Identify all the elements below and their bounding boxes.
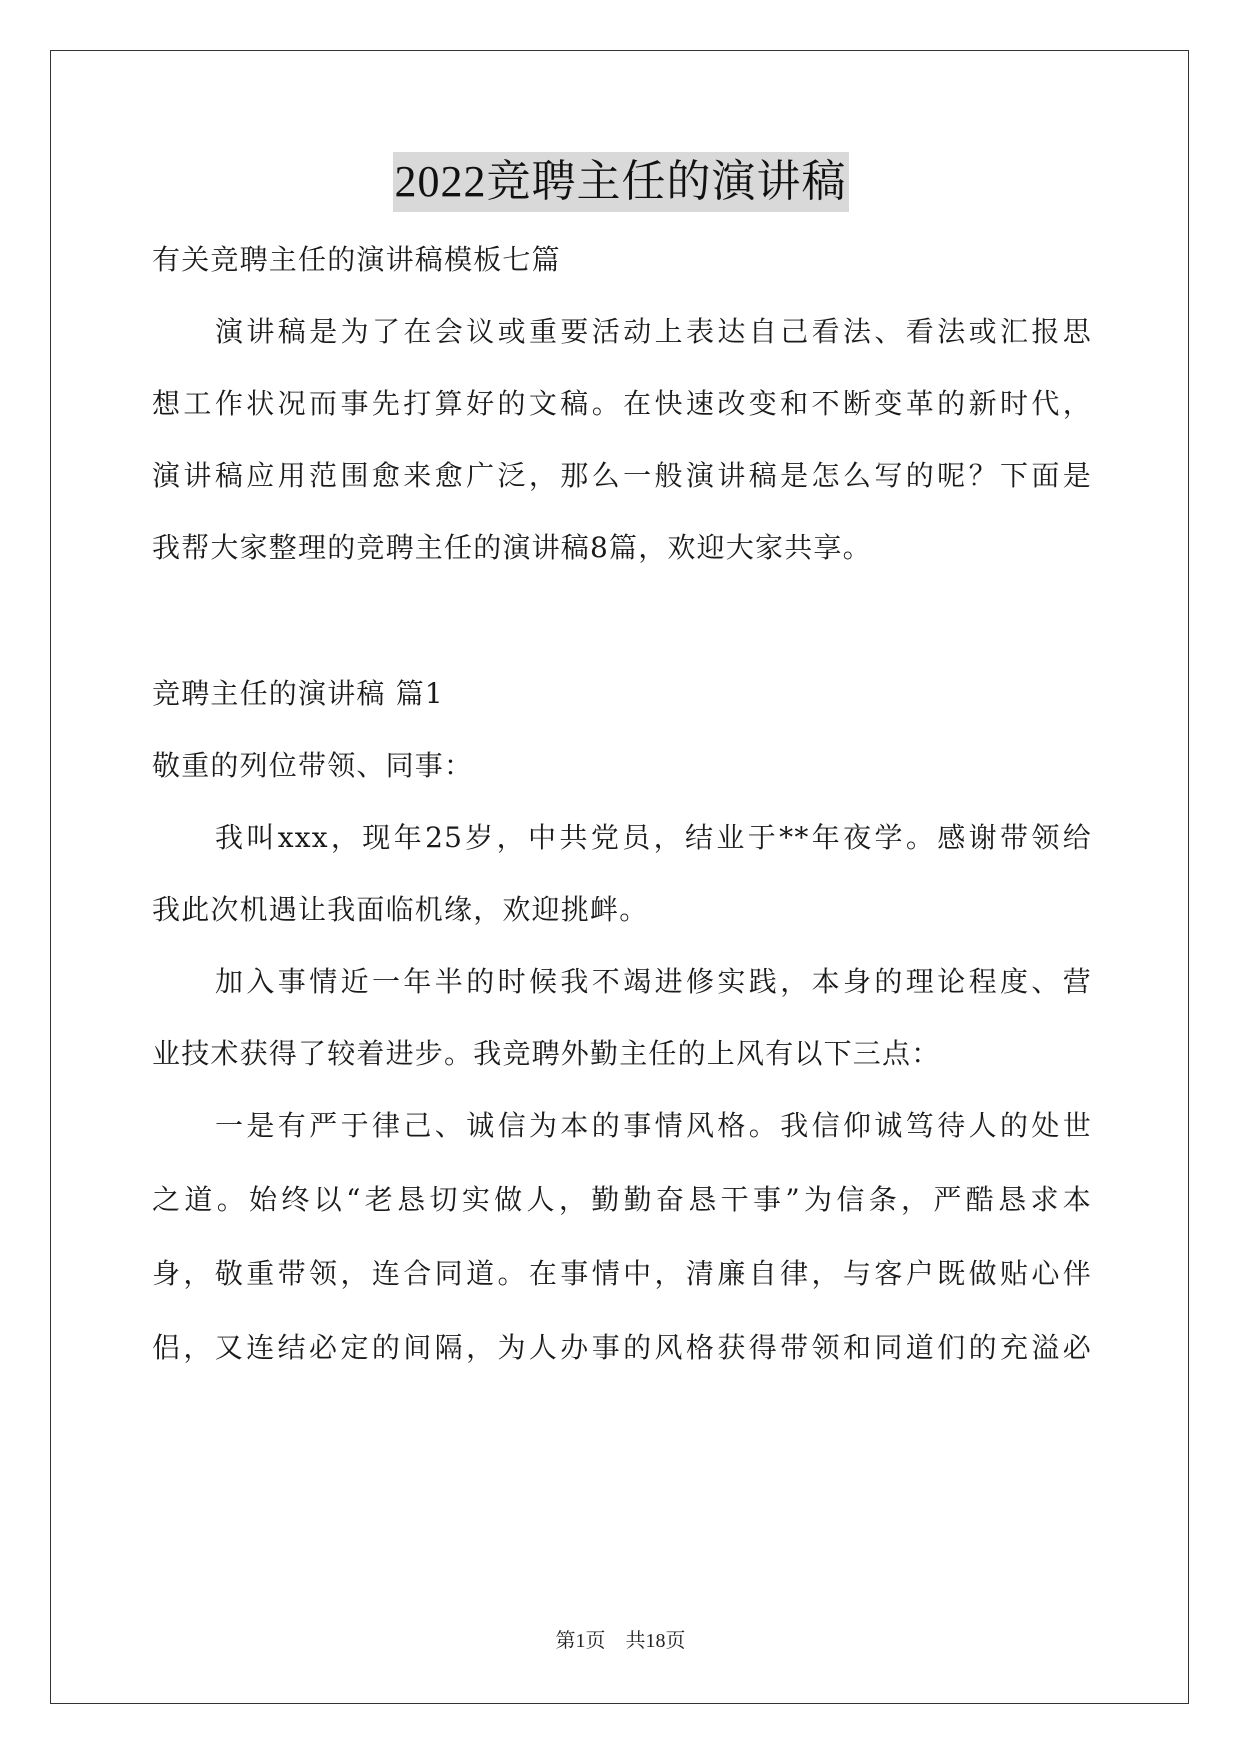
document-title: 2022竞聘主任的演讲稿 — [393, 152, 849, 212]
title-container — [0, 152, 1241, 212]
paragraph-line: 加入事情近一年半的时候我不竭进修实践，本身的理论程度、营 — [215, 965, 1092, 998]
section-heading: 竞聘主任的演讲稿 篇1 — [152, 677, 444, 710]
paragraph-line: 我此次机遇让我面临机缘，欢迎挑衅。 — [152, 893, 649, 926]
paragraph-line: 我叫xxx，现年25岁，中共党员，结业于**年夜学。感谢带领给 — [215, 821, 1092, 854]
paragraph-line: 身，敬重带领，连合同道。在事情中，清廉自律，与客户既做贴心伴 — [152, 1257, 1092, 1290]
page-footer: 第1页 共18页 — [555, 1630, 686, 1652]
paragraph-line: 演讲稿是为了在会议或重要活动上表达自己看法、看法或汇报思 — [215, 315, 1092, 348]
paragraph-line: 业技术获得了较着进步。我竞聘外勤主任的上风有以下三点： — [152, 1037, 941, 1070]
paragraph-line: 侣，又连结必定的间隔，为人办事的风格获得带领和同道们的充溢必 — [152, 1331, 1092, 1364]
paragraph-line: 一是有严于律己、诚信为本的事情风格。我信仰诚笃待人的处世 — [215, 1109, 1092, 1142]
paragraph-line: 我帮大家整理的竞聘主任的演讲稿8篇，欢迎大家共享。 — [152, 531, 872, 564]
page-border — [50, 50, 1189, 1704]
paragraph-line: 演讲稿应用范围愈来愈广泛，那么一般演讲稿是怎么写的呢？下面是 — [152, 459, 1092, 492]
paragraph-line: 之道。始终以“老恳切实做人，勤勤奋恳干事”为信条，严酷恳求本 — [152, 1183, 1092, 1216]
subtitle-line: 有关竞聘主任的演讲稿模板七篇 — [152, 243, 561, 276]
paragraph-line: 想工作状况而事先打算好的文稿。在快速改变和不断变革的新时代， — [152, 387, 1092, 420]
salutation-line: 敬重的列位带领、同事： — [152, 749, 474, 782]
